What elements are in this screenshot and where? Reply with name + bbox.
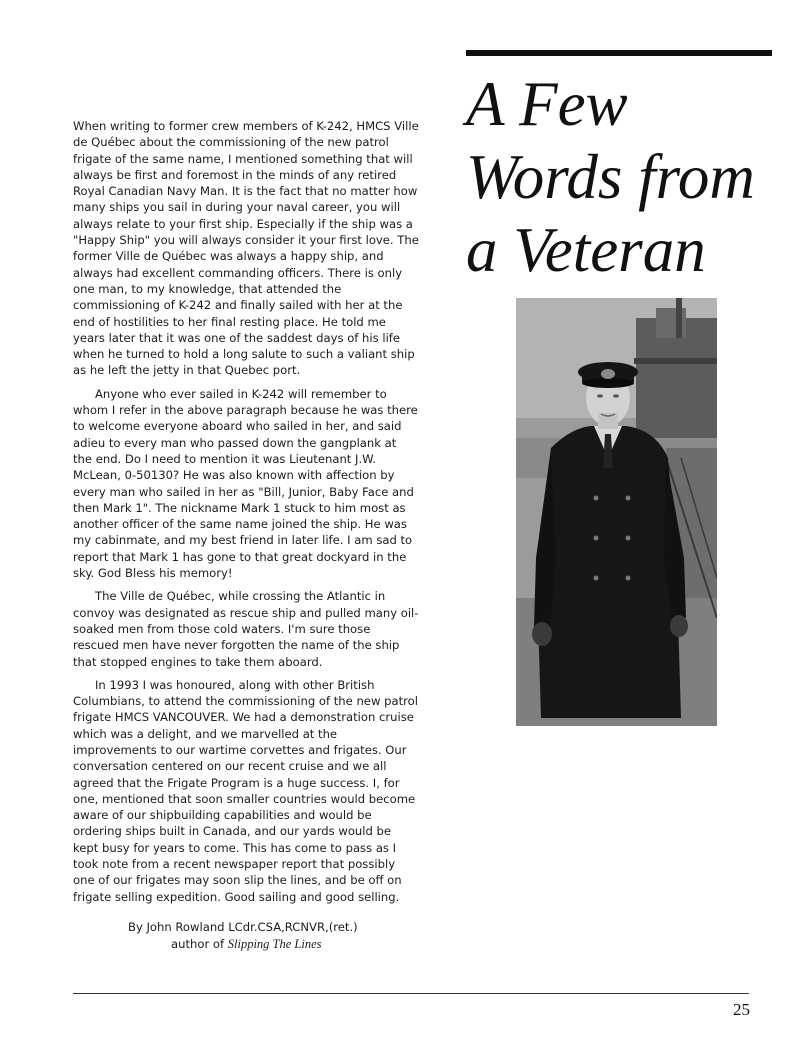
paragraph-4: In 1993 I was honoured, along with other British Columbians, to attend the commissioning of the new patrol frigate HMCS VANCOUVER. We had a demonstration cruise which was a delight, and we marvelled at the improvements to our wartime corvettes and frigates. Our conversation centered on our recent cruise and we all agreed that the Frigate Program is a huge success. I, for one, mentioned that soon smaller countries would become aware of our shipbuilding capabilities and would be ordering ships built in Canada, and our yards would be kept busy for years to come. This has come to pass as I took note from a recent newspaper report that possibly one of our frigates may soon slip the lines, and be off on frigate selling expedition. Good sailing and good selling. [73, 677, 418, 904]
byline-author: By John Rowland LCdr.CSA,RCNVR,(ret.) [128, 920, 358, 934]
book-title: Slipping The Lines [227, 937, 322, 951]
byline-book-prefix: author of [171, 937, 228, 951]
byline [73, 919, 419, 953]
title-top-rule [466, 50, 772, 56]
title-line-3: a Veteran [466, 215, 706, 285]
article-title [466, 68, 796, 287]
paragraph-2: Anyone who ever sailed in K-242 will remember to whom I refer in the above paragraph because he was there to welcome everyone aboard who sailed in her, and said adieu to every man who passed down the gangplank at the end. Do I need to mention it was Lieutenant J.W. McLean, 0-50130? He was also known with affection by every man who sailed in her as "Bill, Junior, Baby Face and then Mark 1". The nickname Mark 1 stuck to him most as another officer of the same name joined the ship. He was my cabinmate, and my best friend in later life. I am sad to report that Mark 1 has gone to that great dockyard in the sky. God Bless his memory! [73, 386, 418, 581]
byline-book [171, 936, 419, 953]
paragraph-1: When writing to former crew members of K-242, HMCS Ville de Québec about the commissioning of the new patrol frigate of the same name, I mentioned something that will always be first and foremost in the minds of any retired Royal Canadian Navy Man. It is the fact that no matter how many ships you sail in during your naval career, you will always relate to your first ship. Especially if the ship was a "Happy Ship" you will always consider it your first love. The former Ville de Québec was always a happy ship, and always had excellent commanding officers. There is only one man, to my knowledge, that attended the commissioning of K-242 and finally sailed with her at the end of hostilities to her final resting place. He told me years later that it was one of the saddest days of his life when he turned to hold a long salute to such a valiant ship as he left the jetty in that Quebec port. [73, 119, 419, 378]
title-line-1: A Few [466, 69, 628, 139]
footer-rule [73, 993, 749, 994]
paragraph-3: The Ville de Québec, while crossing the Atlantic in convoy was designated as rescue ship and pulled many oil-soaked men from those cold waters. I'm sure those rescued men have never forgotten the name of the ship that stopped engines to take them aboard. [73, 589, 419, 669]
veteran-photo [516, 298, 717, 726]
title-line-2: Words from [466, 142, 755, 212]
page-number: 25 [733, 1000, 750, 1019]
article-body [73, 118, 419, 912]
